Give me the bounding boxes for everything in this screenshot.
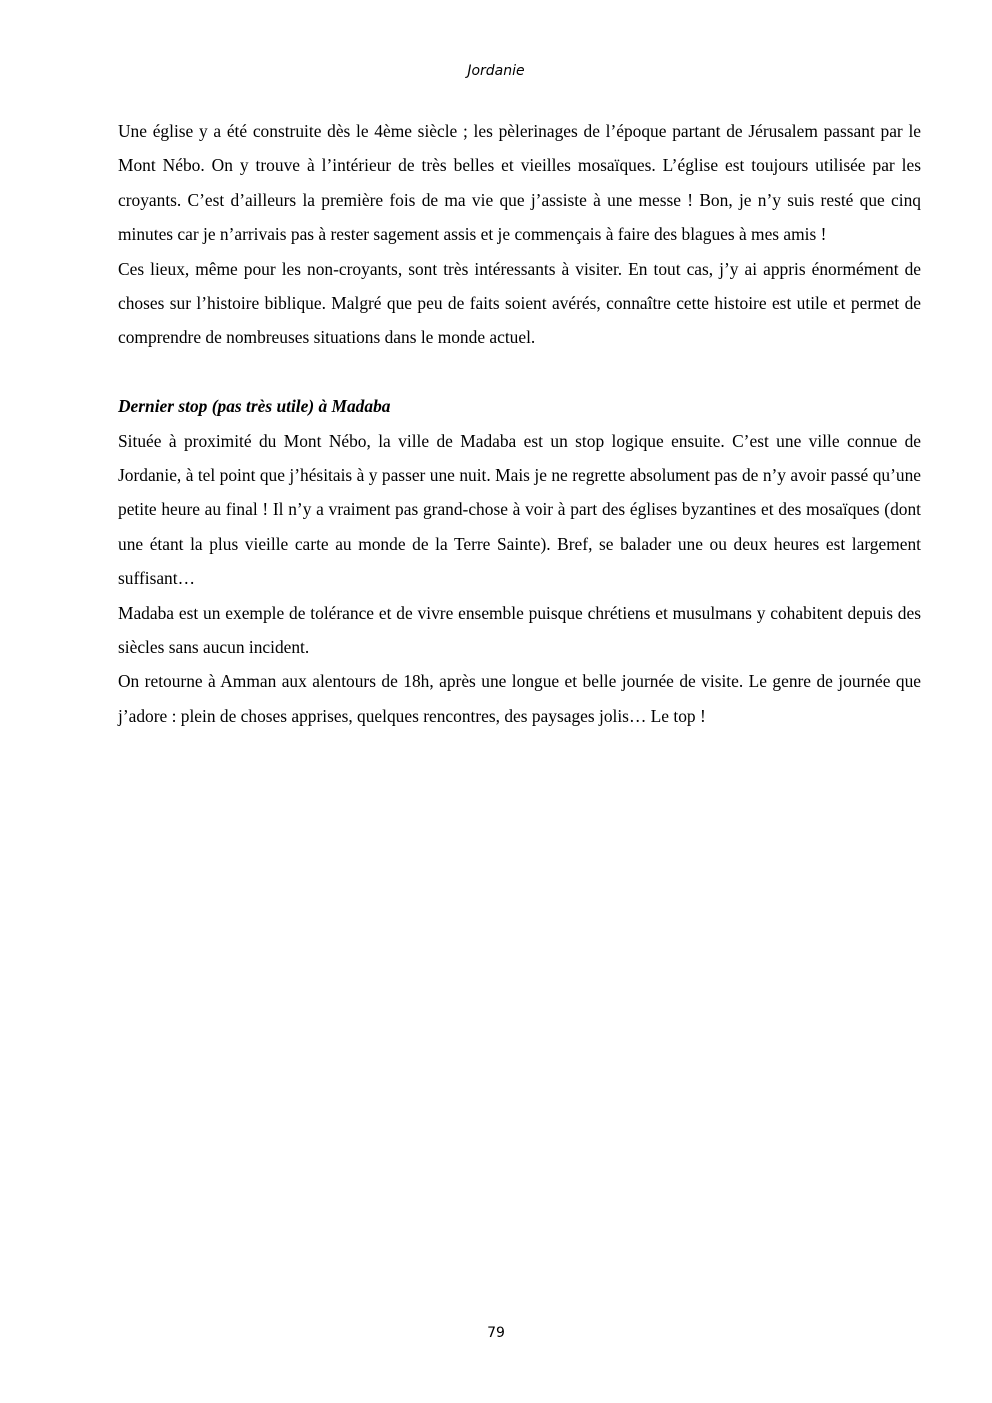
section-spacer bbox=[118, 355, 921, 389]
paragraph-madaba-tolerance: Madaba est un exemple de tolérance et de vivre ensemble puisque chrétiens et musulmans y cohabitent depuis des siècles sans aucun incident. bbox=[118, 602, 921, 658]
paragraph-madaba-intro: Située à proximité du Mont Nébo, la ville de Madaba est un stop logique ensuite. C’est une ville connue de Jordanie, à tel point que j’hésitais à y passer une nuit. Mais je ne regrette absolument pas de n’y avoir passé qu’une petite heure au final ! Il n’y a vraiment pas grand-chose à voir à part des églises byzantines et des mosaïques (dont une étant la plus vieille carte au monde de la Terre Sainte). Bref, se balader une ou deux heures est largement suffisant… bbox=[118, 430, 921, 589]
paragraph-eglise: Une église y a été construite dès le 4ème siècle ; les pèlerinages de l’époque partant de Jérusalem passant par le Mont Nébo. On y trouve à l’intérieur de très belles et vieilles mosaïques. L’église est toujours utilisée par les croyants. C’est d’ailleurs la première fois de ma vie que j’assiste à une messe ! Bon, je n’y suis resté que cinq minutes car je n’arrivais pas à rester sagement assis et je commençais à faire des blagues à mes amis ! bbox=[118, 121, 921, 245]
page-number: 79 bbox=[487, 1325, 505, 1341]
page-body bbox=[118, 114, 921, 733]
running-header: Jordanie bbox=[467, 63, 525, 79]
section-heading: Dernier stop (pas très utile) à Madaba bbox=[118, 396, 391, 417]
paragraph-retour-amman: On retourne à Amman aux alentours de 18h, après une longue et belle journée de visite. Le genre de journée que j’adore : plein de choses apprises, quelques rencontres, des paysages jolis… Le top ! bbox=[118, 671, 921, 726]
paragraph-lieux: Ces lieux, même pour les non-croyants, sont très intéressants à visiter. En tout cas, j’y ai appris énormément de choses sur l’histoire biblique. Malgré que peu de faits soient avérés, connaître cette histoire est utile et permet de comprendre de nombreuses situations dans le monde actuel. bbox=[118, 258, 921, 348]
